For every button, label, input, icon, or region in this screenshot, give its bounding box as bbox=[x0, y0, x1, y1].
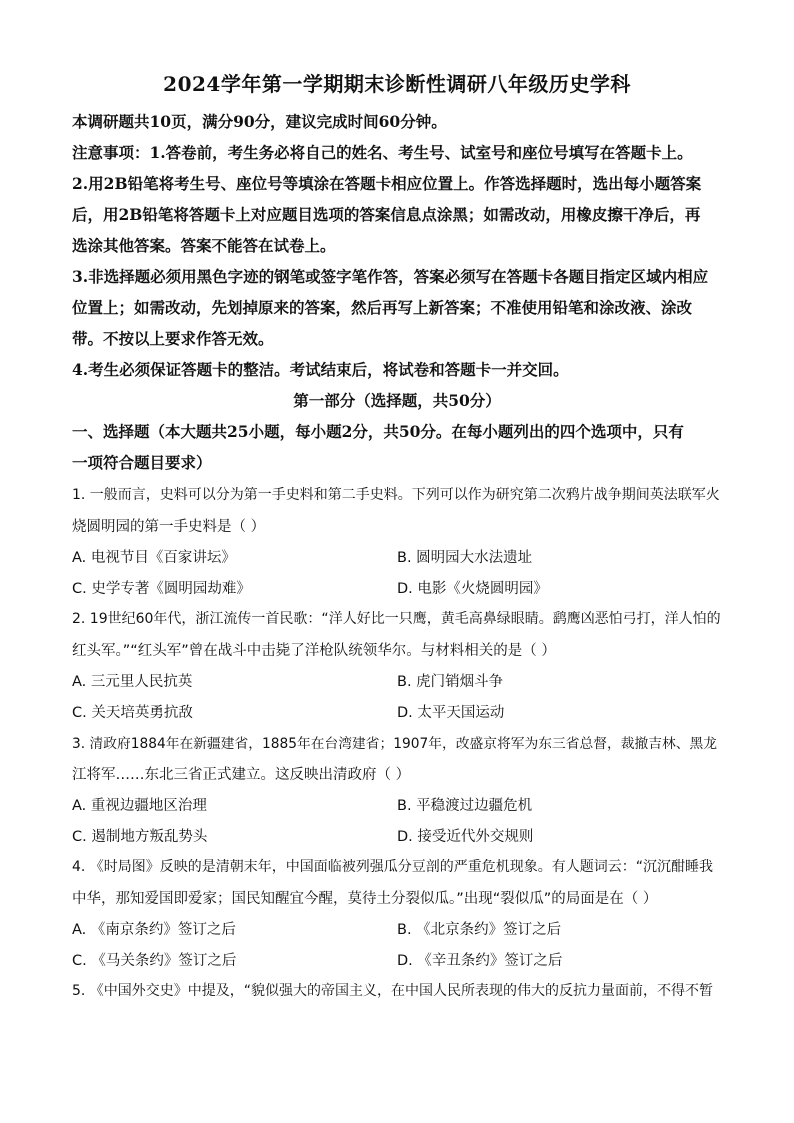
instruction-line: 3.非选择题必须用黑色字迹的钢笔或签字笔作答，答案必须写在答题卡各题目指定区域内相应 bbox=[72, 267, 709, 286]
question-4-option-a: A. 《南京条约》签订之后 bbox=[72, 922, 236, 938]
question-5-stem: 5. 《中国外交史》中提及，“貌似强大的帝国主义，在中国人民所表现的伟大的反抗力量面前，不得不暂 bbox=[72, 983, 714, 999]
question-1-stem: 烧圆明园的第一手史料是（ ） bbox=[72, 519, 266, 535]
instruction-line: 带。不按以上要求作答无效。 bbox=[72, 329, 274, 348]
instruction-line: 本调研题共10页，满分90分，建议完成时间60分钟。 bbox=[72, 112, 447, 131]
question-1-option-a: A. 电视节目《百家讲坛》 bbox=[72, 550, 236, 566]
page-title: 2024学年第一学期期末诊断性调研八年级历史学科 bbox=[163, 72, 631, 96]
question-4-option-c: C. 《马关条约》签订之后 bbox=[72, 953, 237, 969]
question-4-stem: 中华，那知爱国即爱家；国民知醒宜今醒，莫待土分裂似瓜。”出现“裂似瓜”的局面是在（ ） bbox=[72, 891, 658, 907]
question-3-option-d: D. 接受近代外交规则 bbox=[397, 829, 534, 845]
question-4-option-b: B. 《北京条约》签订之后 bbox=[397, 922, 562, 938]
question-3-option-c: C. 遏制地方叛乱势头 bbox=[72, 829, 208, 845]
question-1-option-c: C. 史学专著《圆明园劫难》 bbox=[72, 581, 251, 597]
question-2-option-b: B. 虎门销烟斗争 bbox=[397, 674, 504, 690]
question-4-stem: 4. 《时局图》反映的是清朝末年，中国面临被列强瓜分豆剖的严重危机现象。有人题词云：“沉沉酣睡我 bbox=[72, 859, 714, 875]
question-2-stem: 红头军。”“红头军”曾在战斗中击毙了洋枪队统领华尔。与材料相关的是（ ） bbox=[72, 643, 556, 659]
question-3-stem: 3. 清政府1884年在新疆建省，1885年在台湾建省；1907年，改盛京将军为东三省总督，裁撤吉林、黑龙 bbox=[72, 736, 717, 752]
question-1-stem: 1. 一般而言，史料可以分为第一手史料和第二手史料。下列可以作为研究第二次鸦片战争期间英法联军火 bbox=[72, 487, 720, 503]
instruction-line: 后，用2B铅笔将答题卡上对应题目选项的答案信息点涂黑；如需改动，用橡皮擦干净后，再 bbox=[72, 205, 701, 224]
question-2-option-a: A. 三元里人民抗英 bbox=[72, 674, 193, 690]
question-4-option-d: D. 《辛丑条约》签订之后 bbox=[397, 953, 563, 969]
part-heading: 第一部分（选择题，共50分） bbox=[293, 391, 501, 410]
question-3-stem: 江将军……东北三省正式建立。这反映出清政府（ ） bbox=[72, 767, 411, 783]
section-heading-line: 一、选择题（本大题共25小题，每小题2分，共50分。在每小题列出的四个选项中，只有 bbox=[72, 422, 684, 441]
question-2-option-c: C. 关天培英勇抗敌 bbox=[72, 705, 193, 721]
instruction-line: 注意事项：1.答卷前，考生务必将自己的姓名、考生号、试室号和座位号填写在答题卡上。 bbox=[72, 143, 693, 162]
question-3-option-a: A. 重视边疆地区治理 bbox=[72, 798, 207, 814]
question-1-option-d: D. 电影《火烧圆明园》 bbox=[397, 581, 548, 597]
instruction-line: 4.考生必须保证答题卡的整洁。考试结束后，将试卷和答题卡一并交回。 bbox=[72, 360, 569, 379]
question-1-option-b: B. 圆明园大水法遗址 bbox=[397, 550, 533, 566]
instruction-line: 2.用2B铅笔将考生号、座位号等填涂在答题卡相应位置上。作答选择题时，选出每小题答案 bbox=[72, 174, 702, 193]
question-2-stem: 2. 19世纪60年代，浙江流传一首民歌：“洋人好比一只鹰，黄毛高鼻绿眼睛。鹞鹰凶恶怕弓打，洋人怕的 bbox=[72, 611, 721, 627]
question-3-option-b: B. 平稳渡过边疆危机 bbox=[397, 798, 533, 814]
instruction-line: 位置上；如需改动，先划掉原来的答案，然后再写上新答案；不准使用铅笔和涂改液、涂改 bbox=[72, 298, 693, 317]
question-2-option-d: D. 太平天国运动 bbox=[397, 705, 505, 721]
instruction-line: 选涂其他答案。答案不能答在试卷上。 bbox=[72, 236, 336, 255]
section-heading-line: 一项符合题目要求） bbox=[72, 453, 212, 472]
